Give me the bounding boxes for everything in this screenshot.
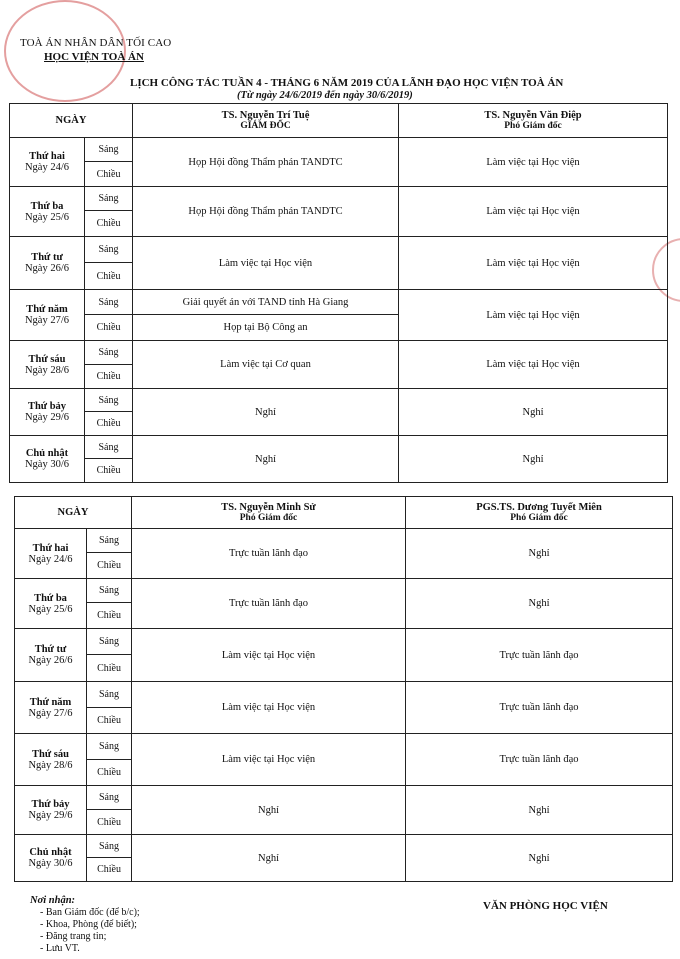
page-title: LỊCH CÔNG TÁC TUẦN 4 - THÁNG 6 NĂM 2019 CỦA LÃNH ĐẠO HỌC VIỆN TOÀ ÁN <box>130 77 564 89</box>
activity-cell: Làm việc tại Học viện <box>133 237 399 290</box>
leader-header: TS. Nguyễn Trí Tuệ GIÁM ĐỐC <box>133 104 399 138</box>
activity-cell: Họp tại Bộ Công an <box>133 315 399 341</box>
table-row <box>10 237 668 263</box>
session-morning: Sáng <box>87 629 132 655</box>
activity-cell: Nghỉ <box>133 436 399 483</box>
session-morning: Sáng <box>85 436 133 459</box>
table-row <box>10 290 668 315</box>
session-morning: Sáng <box>87 682 132 708</box>
table-row <box>15 835 673 858</box>
activity-cell: Làm việc tại Học viện <box>399 237 668 290</box>
table-row <box>15 682 673 708</box>
day-column-header: NGÀY <box>15 497 132 529</box>
list-item: - Khoa, Phòng (để biết); <box>40 919 140 931</box>
table-row <box>10 341 668 365</box>
table-row <box>15 734 673 760</box>
session-morning: Sáng <box>85 138 133 162</box>
session-morning: Sáng <box>85 341 133 365</box>
session-afternoon: Chiều <box>85 162 133 187</box>
table-row <box>15 786 673 810</box>
schedule-table-1 <box>9 103 668 483</box>
leader-header: PGS.TS. Dương Tuyết Miên Phó Giám đốc <box>406 497 673 529</box>
session-afternoon: Chiều <box>85 315 133 341</box>
page-subtitle: (Từ ngày 24/6/2019 đến ngày 30/6/2019) <box>237 90 413 101</box>
session-afternoon: Chiều <box>87 708 132 734</box>
activity-cell: Trực tuần lãnh đạo <box>406 682 673 734</box>
activity-cell: Nghỉ <box>132 786 406 835</box>
list-item: - Đăng trang tin; <box>40 931 140 943</box>
leader-header: TS. Nguyễn Minh Sử Phó Giám đốc <box>132 497 406 529</box>
session-morning: Sáng <box>87 835 132 858</box>
session-afternoon: Chiều <box>85 412 133 436</box>
activity-cell: Làm việc tại Học viện <box>132 682 406 734</box>
session-afternoon: Chiều <box>85 365 133 389</box>
activity-cell: Nghỉ <box>406 786 673 835</box>
table-row <box>15 579 673 603</box>
activity-cell: Làm việc tại Cơ quan <box>133 341 399 389</box>
list-item: - Lưu VT. <box>40 943 140 955</box>
day-cell: Thứ hai Ngày 24/6 <box>15 529 87 579</box>
activity-cell: Giải quyết án với TAND tỉnh Hà Giang <box>133 290 399 315</box>
session-morning: Sáng <box>85 237 133 263</box>
org-name: TOÀ ÁN NHÂN DÂN TỐI CAO <box>20 37 172 49</box>
activity-cell: Nghỉ <box>399 389 668 436</box>
session-afternoon: Chiều <box>87 655 132 682</box>
day-cell: Thứ bảy Ngày 29/6 <box>15 786 87 835</box>
activity-cell: Họp Hội đồng Thẩm phán TANDTC <box>133 138 399 187</box>
session-morning: Sáng <box>87 786 132 810</box>
session-morning: Sáng <box>87 529 132 553</box>
table-row <box>15 629 673 655</box>
activity-cell: Làm việc tại Học viện <box>399 138 668 187</box>
day-cell: Thứ hai Ngày 24/6 <box>10 138 85 187</box>
day-cell: Thứ năm Ngày 27/6 <box>10 290 85 341</box>
activity-cell: Làm việc tại Học viện <box>399 290 668 341</box>
session-afternoon: Chiều <box>87 760 132 786</box>
table-row <box>15 529 673 553</box>
table-header-row <box>10 104 668 138</box>
recipients-list <box>40 907 140 955</box>
session-morning: Sáng <box>87 579 132 603</box>
session-afternoon: Chiều <box>87 810 132 835</box>
table-row <box>10 138 668 162</box>
activity-cell: Làm việc tại Học viện <box>399 187 668 237</box>
day-cell: Chủ nhật Ngày 30/6 <box>10 436 85 483</box>
day-cell: Thứ sáu Ngày 28/6 <box>15 734 87 786</box>
activity-cell: Trực tuần lãnh đạo <box>406 629 673 682</box>
activity-cell: Làm việc tại Học viện <box>399 341 668 389</box>
session-afternoon: Chiều <box>87 553 132 579</box>
table-row <box>10 187 668 211</box>
activity-cell: Nghỉ <box>406 529 673 579</box>
day-cell: Chủ nhật Ngày 30/6 <box>15 835 87 882</box>
table-row <box>10 436 668 459</box>
activity-cell: Nghỉ <box>133 389 399 436</box>
activity-cell: Trực tuần lãnh đạo <box>132 579 406 629</box>
session-morning: Sáng <box>87 734 132 760</box>
office-signature: VĂN PHÒNG HỌC VIỆN <box>483 900 608 912</box>
activity-cell: Nghỉ <box>399 436 668 483</box>
activity-cell: Họp Hội đồng Thẩm phán TANDTC <box>133 187 399 237</box>
day-cell: Thứ năm Ngày 27/6 <box>15 682 87 734</box>
org-subname: HỌC VIỆN TOÀ ÁN <box>44 51 144 63</box>
session-afternoon: Chiều <box>87 858 132 882</box>
activity-cell: Nghỉ <box>132 835 406 882</box>
activity-cell: Nghỉ <box>406 835 673 882</box>
day-cell: Thứ sáu Ngày 28/6 <box>10 341 85 389</box>
session-afternoon: Chiều <box>85 459 133 483</box>
session-morning: Sáng <box>85 389 133 412</box>
session-morning: Sáng <box>85 290 133 315</box>
activity-cell: Làm việc tại Học viện <box>132 629 406 682</box>
leader-header: TS. Nguyễn Văn Điệp Phó Giám đốc <box>399 104 668 138</box>
table-row <box>10 389 668 412</box>
session-afternoon: Chiều <box>87 603 132 629</box>
day-cell: Thứ tư Ngày 26/6 <box>10 237 85 290</box>
activity-cell: Trực tuần lãnh đạo <box>406 734 673 786</box>
recipients-label: Nơi nhận: <box>30 895 76 906</box>
session-afternoon: Chiều <box>85 211 133 237</box>
day-cell: Thứ tư Ngày 26/6 <box>15 629 87 682</box>
activity-cell: Trực tuần lãnh đạo <box>132 529 406 579</box>
day-cell: Thứ ba Ngày 25/6 <box>15 579 87 629</box>
table-header-row <box>15 497 673 529</box>
session-morning: Sáng <box>85 187 133 211</box>
activity-cell: Nghỉ <box>406 579 673 629</box>
session-afternoon: Chiều <box>85 263 133 290</box>
list-item: - Ban Giám đốc (để b/c); <box>40 907 140 919</box>
activity-cell: Làm việc tại Học viện <box>132 734 406 786</box>
day-column-header: NGÀY <box>10 104 133 138</box>
day-cell: Thứ bảy Ngày 29/6 <box>10 389 85 436</box>
day-cell: Thứ ba Ngày 25/6 <box>10 187 85 237</box>
schedule-table-2 <box>14 496 673 882</box>
